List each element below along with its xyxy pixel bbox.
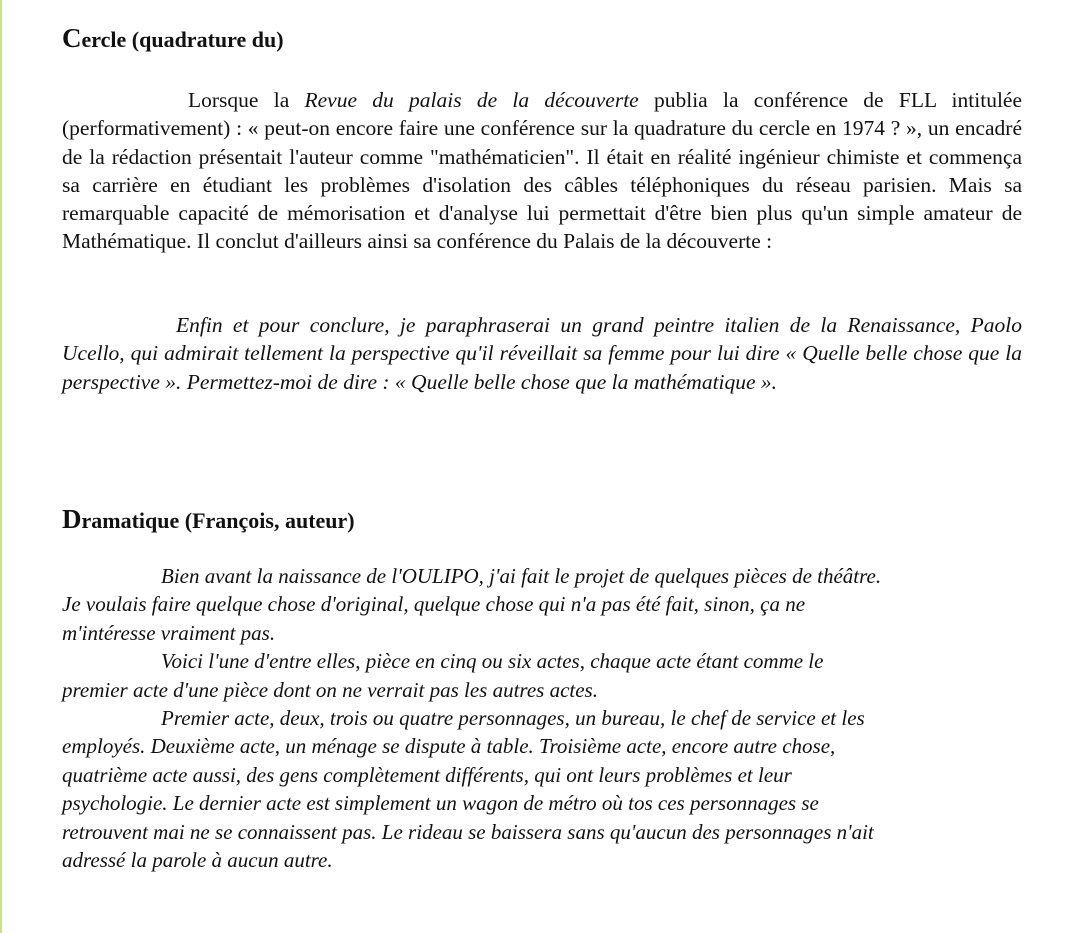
text-line: Bien avant la naissance de l'OULIPO, j'ai fait le projet de quelques pièces de théâtre. [161,564,882,588]
publication-title: Revue du palais de la découverte [304,88,639,112]
paragraph-cercle-intro [62,86,1022,256]
text-line: m'intéresse vraiment pas. [62,620,276,645]
text-line: psychologie. Le dernier acte est simplement un wagon de métro où tos ces personnages se [62,791,819,816]
text-line: employés. Deuxième acte, un ménage se dispute à table. Troisième acte, encore autre chose, [62,734,836,759]
heading-text: ramatique (François, auteur) [81,508,355,533]
paragraph-actes [62,704,1032,874]
paragraph-pieces [62,647,1032,704]
text-line: retrouvent mai ne se connaissent pas. Le rideau se baissera sans qu'aucun des personnages n'ait [62,819,874,844]
paragraph-text-post: publia la conférence de FLL intitulée (performativement) : « peut-on encore faire une conférence sur la quadrature du cercle en 1974 ? », un encadré de la rédaction présentait l'auteur comme "mathématicien". Il était en réalité ingénieur chimiste et commença sa carrière en étudiant les problèmes d'isolation des câbles téléphoniques du réseau parisien. Mais sa remarquable capacité de mémorisation et d'analyse lui permettait d'être bien plus qu'un simple amateur de Mathématique. Il conclut d'ailleurs ainsi sa conférence du Palais de la découverte : [62,88,1023,254]
heading-text: ercle (quadrature du) [81,27,284,52]
heading-initial: C [62,23,82,53]
text-line: Voici l'une d'entre elles, pièce en cinq ou six actes, chaque acte étant comme le [161,649,824,674]
text-line: Premier acte, deux, trois ou quatre personnages, un bureau, le chef de service et les [161,706,865,731]
text-line: premier acte d'une pièce dont on ne verrait pas les autres actes. [62,677,598,702]
paragraph-oulipo [62,562,1032,647]
text-line: Je voulais faire quelque chose d'original, quelque chose qui n'a pas été fait, sinon, ça ne [62,592,806,617]
quote-conclusion [62,311,1022,396]
section-heading-dramatique [62,505,355,535]
heading-initial: D [62,504,82,534]
section-heading-cercle [62,24,284,54]
dramatique-body [62,562,1032,874]
quote-text: Enfin et pour conclure, je paraphraserai un grand peintre italien de la Renaissance, Paolo Ucello, qui admirait tellement la perspective qu'il réveillait sa femme pour lui dire « Quelle belle chose que la perspective ». Permettez-moi de dire : « Quelle belle chose que la mathématique ». [62,313,1022,394]
text-line: adressé la parole à aucun autre. [62,848,333,873]
paragraph-text-pre: Lorsque la [188,88,305,112]
page-left-border [0,0,2,933]
text-line: quatrième acte aussi, des gens complètement différents, qui ont leurs problèmes et leur [62,762,792,787]
